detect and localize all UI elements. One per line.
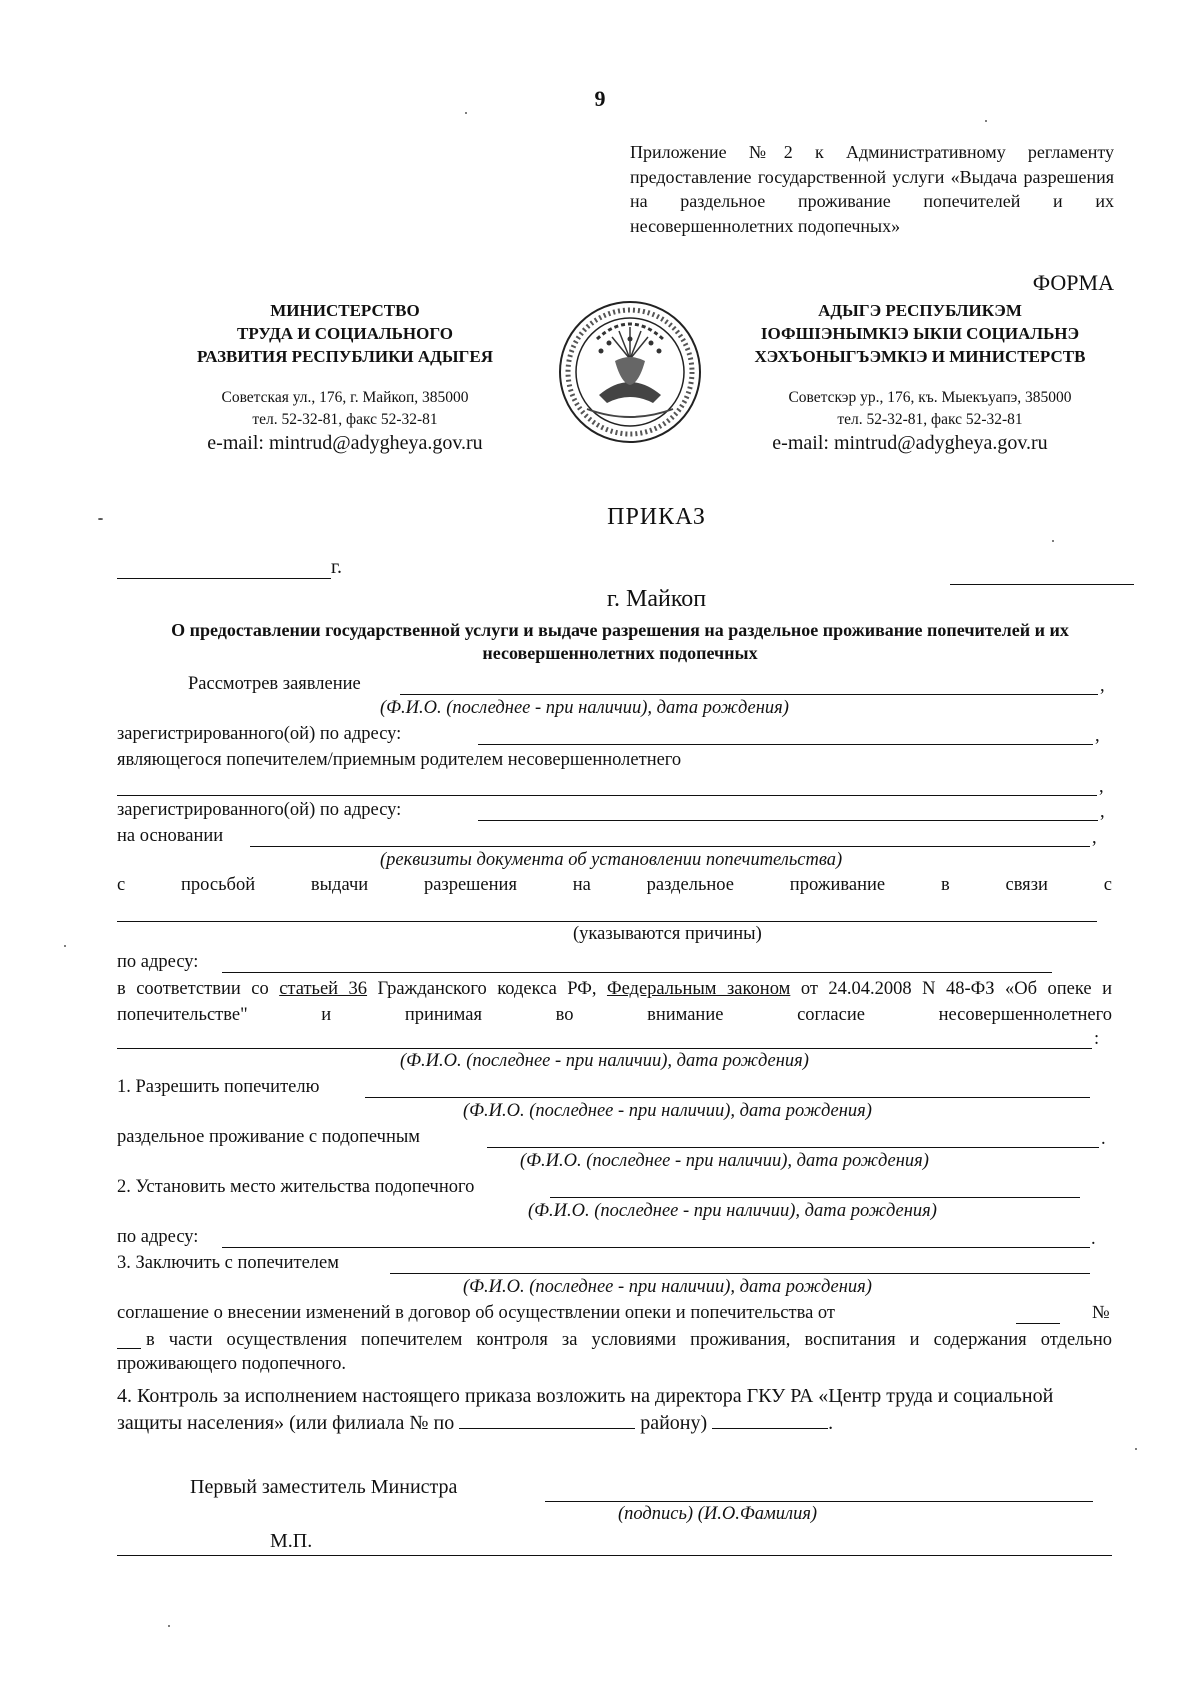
phone-line: тел. 52-32-81, факс 52-32-81 (252, 411, 438, 428)
minor-blank (117, 795, 1097, 796)
comma: , (1100, 676, 1105, 696)
signature-blank (545, 1501, 1093, 1502)
hint-reasons: (указываются причины) (573, 924, 762, 944)
number-sign: № (1092, 1303, 1110, 1323)
ministry-line-3: ХЭХЪОНЫГЪЭМКIЭ И МИНИСТЕРСТВ (754, 347, 1086, 366)
email-ru: e-mail: mintrud@adygheya.gov.ru (207, 432, 483, 454)
word: разрешения (423, 875, 517, 895)
word: раздельное (646, 875, 734, 895)
ward-blank (487, 1147, 1099, 1148)
hint-fio-3: (Ф.И.О. (последнее - при наличии), дата рождения) (463, 1101, 872, 1121)
ministry-address-ru (160, 387, 530, 431)
basis-blank (250, 846, 1090, 847)
at-address-label-2: по адресу: (117, 1227, 199, 1247)
word: в (940, 875, 950, 895)
coat-of-arms-emblem-icon (557, 299, 703, 445)
ministry-line-1: МИНИСТЕРСТВО (270, 301, 420, 320)
at-address-blank (222, 972, 1052, 973)
ministry-name-ad (700, 299, 1140, 368)
colon: : (1094, 1029, 1100, 1049)
registered-label-2: зарегистрированного(ой) по адресу: (117, 800, 402, 820)
guardian-label: являющегося попечителем/приемным родителем несовершеннолетнего (117, 750, 682, 770)
date-blank (117, 578, 331, 579)
text: Гражданского кодекса РФ, (367, 979, 607, 999)
basis-label: на основании (117, 826, 224, 846)
signatory-position: Первый заместитель Министра (190, 1476, 458, 1498)
item-2-label: 2. Установить место жительства подопечного (117, 1177, 475, 1197)
ministry-line-2: ТРУДА И СОЦИАЛЬНОГО (237, 324, 453, 343)
comma: , (1100, 802, 1105, 822)
reasons-blank (117, 921, 1097, 922)
consent-blank (117, 1048, 1092, 1049)
considered-label: Рассмотрев заявление (188, 674, 361, 694)
word: на (572, 875, 591, 895)
word: связи (1005, 875, 1048, 895)
signature-hint: (подпись) (И.О.Фамилия) (618, 1504, 818, 1524)
address-blank-2 (478, 820, 1098, 821)
federal-law-link[interactable]: Федеральным законом (606, 979, 791, 999)
guardian-blank (365, 1097, 1090, 1098)
text: от 24.04.2008 N 48-ФЗ «Об опеке и попечительстве" и принимая во внимание согласие несовершеннолетнего (117, 979, 1112, 1025)
hint-docs: (реквизиты документа об установлении попечительства) (380, 850, 843, 870)
hint-fio-6: (Ф.И.О. (последнее - при наличии), дата рождения) (463, 1277, 872, 1297)
comma: , (1095, 726, 1100, 746)
item-1-label: 1. Разрешить попечителю (117, 1077, 320, 1097)
guardian-blank-2 (390, 1273, 1090, 1274)
email-ad: e-mail: mintrud@adygheya.gov.ru (772, 432, 1048, 454)
text: в соответствии со (117, 979, 280, 999)
agreement-date-blank (1016, 1323, 1060, 1324)
document-title: ПРИКАЗ (607, 504, 706, 530)
hint-fio-2: (Ф.И.О. (последнее - при наличии), дата рождения) (400, 1051, 809, 1071)
district-blank (459, 1410, 635, 1429)
at-address-label: по адресу: (117, 952, 199, 972)
stamp-label: М.П. (270, 1530, 313, 1552)
residence-blank (550, 1197, 1080, 1198)
word: с (1103, 875, 1112, 895)
hint-fio-5: (Ф.И.О. (последнее - при наличии), дата рождения) (528, 1201, 937, 1221)
address-line: Советская ул., 176, г. Майкоп, 385000 (221, 389, 469, 406)
word: выдачи (310, 875, 369, 895)
scan-speck (1135, 1448, 1137, 1450)
ministry-name-ru (150, 299, 540, 368)
agreement-text-a: соглашение о внесении изменений в договор об осуществлении опеки и попечительства от (117, 1303, 836, 1323)
item-3-label: 3. Заключить с попечителем (117, 1253, 339, 1273)
period: . (1101, 1129, 1106, 1149)
comma: , (1099, 777, 1104, 797)
comma: , (1092, 828, 1097, 848)
scan-speck (168, 1625, 170, 1627)
period: . (1091, 1229, 1096, 1249)
address-blank-1 (478, 744, 1093, 745)
separate-living-label: раздельное проживание с подопечным (117, 1127, 421, 1147)
request-line (117, 875, 1112, 896)
year-blank (712, 1410, 828, 1429)
text: району) (640, 1412, 708, 1434)
word: просьбой (181, 875, 256, 895)
agreement-text-b: в части осуществления попечителем контроля за условиями проживания, воспитания и содержания отдельно проживающего подопечного. (117, 1330, 1112, 1374)
text: 4. Контроль за исполнением настоящего приказа возложить на директора ГКУ РА «Центр труда и социальной защиты населения» (или филиала № по (117, 1385, 1054, 1434)
scan-speck (465, 112, 467, 114)
registered-label-1: зарегистрированного(ой) по адресу: (117, 724, 402, 744)
ministry-line-2: IОФШIЭНЫМКIЭ ЫКIИ СОЦИАЛЬНЭ (760, 324, 1080, 343)
form-label: ФОРМА (1032, 270, 1114, 295)
ministry-address-ad (745, 387, 1115, 431)
phone-line: тел. 52-32-81, факс 52-32-81 (837, 411, 1023, 428)
year-suffix: г. (331, 556, 342, 578)
scan-speck (64, 945, 66, 947)
scan-speck (985, 120, 987, 122)
hint-fio: (Ф.И.О. (последнее - при наличии), дата рождения) (380, 698, 789, 718)
item-4-text: 4. Контроль за исполнением настоящего приказа возложить на директора ГКУ РА «Центр труда и социальной защиты населения» (или филиала № по району) . (117, 1385, 1054, 1434)
word: с (117, 875, 126, 895)
hint-fio-4: (Ф.И.О. (последнее - при наличии), дата рождения) (520, 1151, 929, 1171)
page-number: 9 (594, 86, 606, 111)
order-number-blank (950, 584, 1134, 585)
article-36-link[interactable]: статьей 36 (279, 979, 368, 999)
word: проживание (789, 875, 886, 895)
appendix-note: Приложение №2 к Административному регламенту предоставление государственной услуги «Выдача разрешения на раздельное проживание попечителей и их несовершеннолетних подопечных» (630, 142, 1114, 236)
ministry-line-3: РАЗВИТИЯ РЕСПУБЛИКИ АДЫГЕЯ (197, 347, 493, 366)
bottom-rule (117, 1555, 1112, 1556)
ministry-line-1: АДЫГЭ РЕСПУБЛИКЭМ (818, 301, 1022, 320)
order-subject: О предоставлении государственной услуги и выдаче разрешения на раздельное проживание попечителей и их несовершеннолетних подопечных (171, 620, 1069, 663)
applicant-blank (400, 694, 1098, 695)
scan-speck (98, 518, 103, 520)
city: г. Майкоп (606, 586, 707, 612)
legal-basis-text (117, 976, 1112, 1028)
address-line: Советскэр ур., 176, къ. Мыекъуапэ, 385000 (788, 389, 1072, 406)
scan-speck (1052, 540, 1054, 542)
at-address-blank-2 (222, 1247, 1090, 1248)
